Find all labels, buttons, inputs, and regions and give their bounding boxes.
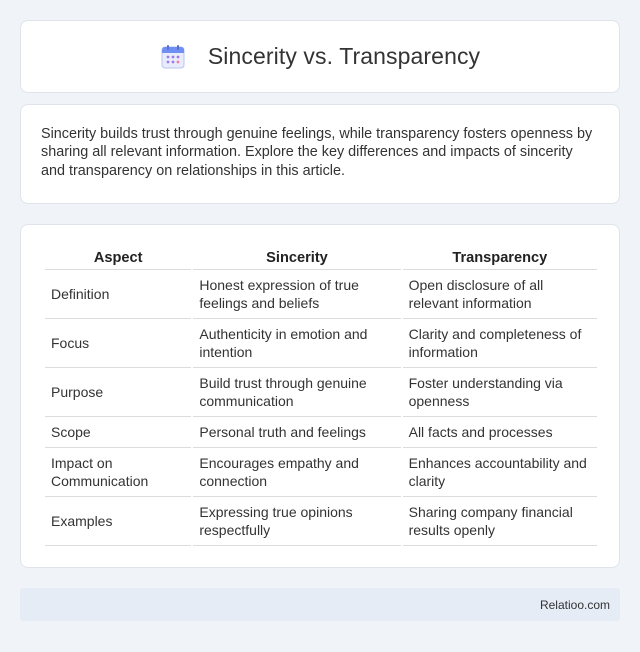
row-aspect: Impact on Communication bbox=[45, 448, 191, 497]
row-sincerity: Honest expression of true feelings and beliefs bbox=[193, 270, 400, 319]
row-sincerity: Personal truth and feelings bbox=[193, 417, 400, 448]
row-aspect: Examples bbox=[45, 497, 191, 546]
header-aspect: Aspect bbox=[45, 246, 191, 270]
table-row bbox=[45, 319, 597, 368]
table-row bbox=[45, 497, 597, 546]
row-aspect: Focus bbox=[45, 319, 191, 368]
intro-card bbox=[20, 104, 620, 204]
table-row bbox=[45, 417, 597, 448]
row-aspect: Definition bbox=[45, 270, 191, 319]
header-transparency: Transparency bbox=[403, 246, 597, 270]
footer-bar bbox=[20, 588, 620, 621]
table-row bbox=[45, 270, 597, 319]
table-row bbox=[45, 368, 597, 417]
page-title: Sincerity vs. Transparency bbox=[207, 43, 481, 69]
header-sincerity: Sincerity bbox=[193, 246, 400, 270]
row-aspect: Scope bbox=[45, 417, 191, 448]
row-aspect: Purpose bbox=[45, 368, 191, 417]
row-sincerity: Expressing true opinions respectfully bbox=[193, 497, 400, 546]
row-sincerity: Encourages empathy and connection bbox=[193, 448, 400, 497]
row-transparency: Foster understanding via openness bbox=[403, 368, 597, 417]
row-transparency: All facts and processes bbox=[403, 417, 597, 448]
row-transparency: Sharing company financial results openly bbox=[403, 497, 597, 546]
row-sincerity: Build trust through genuine communication bbox=[193, 368, 400, 417]
comparison-card bbox=[20, 224, 620, 568]
calendar-icon bbox=[160, 44, 186, 70]
row-sincerity: Authenticity in emotion and intention bbox=[193, 319, 400, 368]
title-wrap bbox=[160, 43, 480, 70]
row-transparency: Enhances accountability and clarity bbox=[403, 448, 597, 497]
comparison-table bbox=[43, 246, 599, 546]
table-row bbox=[45, 448, 597, 497]
row-transparency: Clarity and completeness of information bbox=[403, 319, 597, 368]
row-transparency: Open disclosure of all relevant information bbox=[403, 270, 597, 319]
table-header-row bbox=[45, 246, 597, 270]
title-card bbox=[20, 20, 620, 93]
footer-site-name: Relatioo.com bbox=[539, 598, 610, 612]
intro-text: Sincerity builds trust through genuine feelings, while transparency fosters openness by sharing all relevant information. Explore the key differences and impacts of sincerity and transparency on relationships in this article. bbox=[41, 126, 593, 179]
